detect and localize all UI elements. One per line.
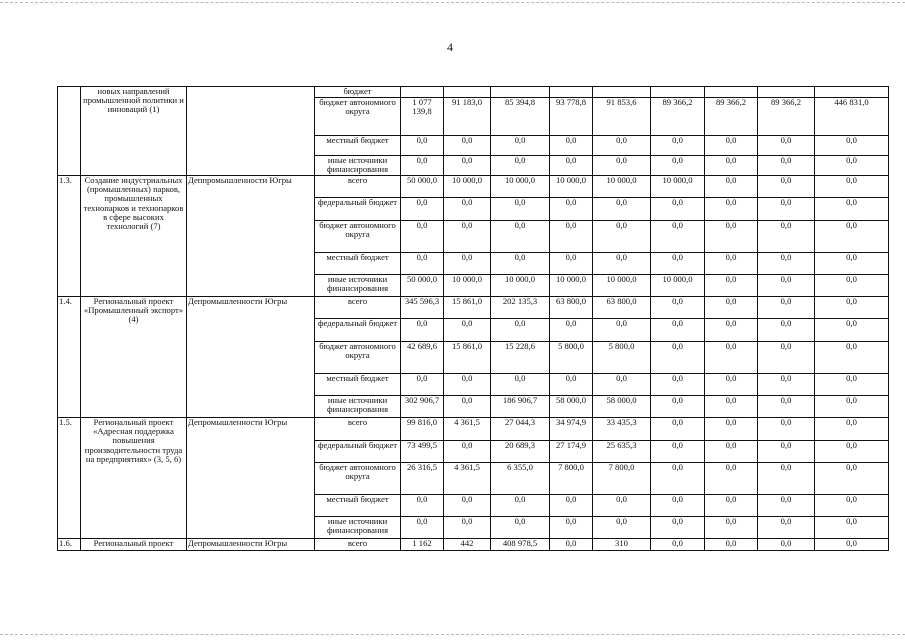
amount-cell: 0,0 (444, 396, 491, 418)
amount-cell: 25 635,3 (593, 441, 651, 463)
amount-cell: 0,0 (758, 374, 815, 396)
amount-cell: 0,0 (491, 319, 550, 342)
row-responsible (187, 87, 315, 176)
amount-cell: 0,0 (758, 156, 815, 176)
amount-cell: 0,0 (550, 136, 593, 156)
table-row (58, 539, 889, 551)
amount-cell: 0,0 (705, 441, 758, 463)
row-name: Региональный проект «Промышленный экспорт» (4) (81, 297, 187, 418)
funding-source: бюджет (315, 87, 401, 98)
amount-cell: 0,0 (444, 517, 491, 539)
scan-edge-bottom (0, 634, 905, 635)
amount-cell: 0,0 (815, 495, 889, 517)
amount-cell: 0,0 (651, 198, 705, 221)
amount-cell: 0,0 (651, 374, 705, 396)
amount-cell (550, 87, 593, 98)
amount-cell: 15 861,0 (444, 342, 491, 374)
amount-cell: 0,0 (815, 275, 889, 297)
amount-cell: 0,0 (815, 319, 889, 342)
row-number (58, 87, 81, 176)
amount-cell: 186 906,7 (491, 396, 550, 418)
amount-cell: 0,0 (651, 463, 705, 495)
amount-cell: 91 853,6 (593, 98, 651, 136)
amount-cell: 10 000,0 (491, 176, 550, 198)
amount-cell: 0,0 (705, 198, 758, 221)
amount-cell: 99 816,0 (401, 418, 444, 441)
amount-cell: 0,0 (593, 517, 651, 539)
funding-source: иные источники финансирования (315, 275, 401, 297)
amount-cell: 0,0 (651, 342, 705, 374)
amount-cell: 0,0 (444, 253, 491, 275)
amount-cell: 7 800,0 (593, 463, 651, 495)
amount-cell: 0,0 (705, 342, 758, 374)
funding-source: федеральный бюджет (315, 441, 401, 463)
amount-cell: 0,0 (705, 253, 758, 275)
table-row (58, 297, 889, 319)
amount-cell: 89 366,2 (651, 98, 705, 136)
amount-cell: 0,0 (593, 319, 651, 342)
amount-cell: 0,0 (444, 374, 491, 396)
amount-cell: 0,0 (758, 176, 815, 198)
amount-cell: 0,0 (593, 198, 651, 221)
funding-source: местный бюджет (315, 374, 401, 396)
amount-cell: 58 000,0 (593, 396, 651, 418)
funding-source: федеральный бюджет (315, 198, 401, 221)
funding-source: бюджет автономного округа (315, 463, 401, 495)
row-name: Региональный проект (81, 539, 187, 551)
amount-cell: 0,0 (651, 418, 705, 441)
funding-source: бюджет автономного округа (315, 98, 401, 136)
amount-cell: 0,0 (705, 539, 758, 551)
amount-cell: 0,0 (758, 418, 815, 441)
amount-cell: 0,0 (705, 418, 758, 441)
amount-cell: 0,0 (401, 156, 444, 176)
amount-cell (444, 87, 491, 98)
amount-cell: 0,0 (815, 441, 889, 463)
amount-cell: 0,0 (550, 517, 593, 539)
amount-cell: 0,0 (550, 198, 593, 221)
amount-cell: 0,0 (815, 342, 889, 374)
amount-cell: 0,0 (593, 221, 651, 253)
amount-cell: 0,0 (444, 198, 491, 221)
amount-cell: 0,0 (705, 156, 758, 176)
amount-cell: 5 800,0 (593, 342, 651, 374)
amount-cell: 0,0 (491, 136, 550, 156)
amount-cell: 10 000,0 (550, 176, 593, 198)
amount-cell: 73 499,5 (401, 441, 444, 463)
row-number: 1.6. (58, 539, 81, 551)
amount-cell: 15 228,6 (491, 342, 550, 374)
funding-source: бюджет автономного округа (315, 342, 401, 374)
amount-cell: 0,0 (815, 156, 889, 176)
amount-cell: 0,0 (758, 495, 815, 517)
amount-cell: 0,0 (705, 396, 758, 418)
amount-cell: 0,0 (815, 539, 889, 551)
amount-cell: 0,0 (651, 156, 705, 176)
amount-cell: 0,0 (491, 374, 550, 396)
funding-source: всего (315, 418, 401, 441)
amount-cell: 89 366,2 (758, 98, 815, 136)
amount-cell: 0,0 (401, 136, 444, 156)
amount-cell: 0,0 (401, 221, 444, 253)
amount-cell: 0,0 (815, 396, 889, 418)
amount-cell: 0,0 (758, 342, 815, 374)
amount-cell: 0,0 (815, 221, 889, 253)
row-name: новых направлений промышленной политики и инноваций (1) (81, 87, 187, 176)
table-row (58, 176, 889, 198)
amount-cell: 93 778,8 (550, 98, 593, 136)
amount-cell: 0,0 (651, 297, 705, 319)
funding-source: всего (315, 539, 401, 551)
funding-source: всего (315, 297, 401, 319)
amount-cell: 0,0 (705, 275, 758, 297)
amount-cell: 0,0 (815, 463, 889, 495)
amount-cell: 0,0 (651, 539, 705, 551)
amount-cell: 0,0 (491, 221, 550, 253)
row-number: 1.3. (58, 176, 81, 297)
amount-cell: 0,0 (815, 517, 889, 539)
amount-cell: 63 800,0 (593, 297, 651, 319)
amount-cell (491, 87, 550, 98)
amount-cell: 0,0 (705, 297, 758, 319)
amount-cell: 0,0 (651, 253, 705, 275)
amount-cell: 0,0 (401, 253, 444, 275)
row-name: Региональный проект «Адресная поддержка повышения производительности труда на предприятиях» (3, 5, 6) (81, 418, 187, 539)
amount-cell: 0,0 (651, 319, 705, 342)
amount-cell: 91 183,0 (444, 98, 491, 136)
amount-cell: 7 800,0 (550, 463, 593, 495)
amount-cell: 0,0 (550, 253, 593, 275)
amount-cell: 0,0 (705, 463, 758, 495)
amount-cell: 0,0 (651, 136, 705, 156)
amount-cell: 50 000,0 (401, 275, 444, 297)
amount-cell: 0,0 (651, 495, 705, 517)
amount-cell (815, 87, 889, 98)
amount-cell: 0,0 (705, 374, 758, 396)
amount-cell (401, 87, 444, 98)
row-responsible: Депромышленности Югры (187, 539, 315, 551)
amount-cell: 4 361,5 (444, 418, 491, 441)
amount-cell: 10 000,0 (651, 275, 705, 297)
funding-source: бюджет автономного округа (315, 221, 401, 253)
amount-cell: 0,0 (593, 253, 651, 275)
amount-cell: 0,0 (444, 136, 491, 156)
amount-cell: 0,0 (651, 441, 705, 463)
funding-source: иные источники финансирования (315, 156, 401, 176)
amount-cell: 0,0 (705, 176, 758, 198)
amount-cell: 0,0 (758, 221, 815, 253)
amount-cell: 0,0 (758, 275, 815, 297)
amount-cell: 446 831,0 (815, 98, 889, 136)
amount-cell: 5 800,0 (550, 342, 593, 374)
amount-cell: 302 906,7 (401, 396, 444, 418)
amount-cell: 0,0 (758, 463, 815, 495)
amount-cell: 15 861,0 (444, 297, 491, 319)
amount-cell: 0,0 (550, 156, 593, 176)
amount-cell: 0,0 (593, 495, 651, 517)
page-number: 4 (447, 40, 453, 54)
amount-cell (651, 87, 705, 98)
amount-cell: 0,0 (401, 319, 444, 342)
amount-cell: 0,0 (758, 297, 815, 319)
amount-cell: 0,0 (491, 198, 550, 221)
amount-cell: 10 000,0 (651, 176, 705, 198)
row-number: 1.4. (58, 297, 81, 418)
amount-cell: 0,0 (550, 221, 593, 253)
amount-cell: 0,0 (758, 136, 815, 156)
amount-cell: 0,0 (705, 221, 758, 253)
amount-cell: 0,0 (815, 198, 889, 221)
amount-cell: 0,0 (491, 156, 550, 176)
amount-cell: 50 000,0 (401, 176, 444, 198)
amount-cell: 33 435,3 (593, 418, 651, 441)
amount-cell: 345 596,3 (401, 297, 444, 319)
amount-cell: 0,0 (815, 418, 889, 441)
amount-cell: 6 355,0 (491, 463, 550, 495)
amount-cell: 0,0 (491, 517, 550, 539)
amount-cell: 0,0 (444, 319, 491, 342)
amount-cell: 10 000,0 (593, 176, 651, 198)
amount-cell: 0,0 (758, 396, 815, 418)
amount-cell: 1 162 (401, 539, 444, 551)
amount-cell: 0,0 (705, 517, 758, 539)
amount-cell: 10 000,0 (444, 176, 491, 198)
funding-source: местный бюджет (315, 495, 401, 517)
amount-cell: 0,0 (758, 539, 815, 551)
amount-cell: 0,0 (651, 221, 705, 253)
amount-cell: 42 689,6 (401, 342, 444, 374)
amount-cell: 0,0 (815, 297, 889, 319)
funding-source: иные источники финансирования (315, 396, 401, 418)
amount-cell: 0,0 (815, 136, 889, 156)
amount-cell: 10 000,0 (550, 275, 593, 297)
amount-cell: 0,0 (550, 539, 593, 551)
funding-source: местный бюджет (315, 136, 401, 156)
amount-cell: 0,0 (401, 517, 444, 539)
amount-cell: 89 366,2 (705, 98, 758, 136)
amount-cell: 0,0 (444, 156, 491, 176)
amount-cell: 27 044,3 (491, 418, 550, 441)
financing-table (57, 86, 889, 551)
amount-cell: 4 361,5 (444, 463, 491, 495)
table-body (58, 87, 889, 551)
funding-source: всего (315, 176, 401, 198)
amount-cell: 0,0 (550, 374, 593, 396)
amount-cell: 34 974,9 (550, 418, 593, 441)
amount-cell: 0,0 (444, 441, 491, 463)
amount-cell: 27 174,9 (550, 441, 593, 463)
amount-cell: 85 394,8 (491, 98, 550, 136)
amount-cell: 0,0 (651, 396, 705, 418)
amount-cell: 0,0 (758, 517, 815, 539)
amount-cell: 0,0 (815, 176, 889, 198)
amount-cell: 0,0 (401, 374, 444, 396)
table-row (58, 87, 889, 98)
amount-cell: 0,0 (758, 253, 815, 275)
amount-cell: 0,0 (550, 495, 593, 517)
amount-cell (758, 87, 815, 98)
amount-cell: 20 689,3 (491, 441, 550, 463)
amount-cell: 0,0 (550, 319, 593, 342)
amount-cell: 63 800,0 (550, 297, 593, 319)
amount-cell: 0,0 (815, 253, 889, 275)
amount-cell: 442 (444, 539, 491, 551)
amount-cell: 0,0 (593, 156, 651, 176)
amount-cell: 0,0 (593, 374, 651, 396)
funding-source: иные источники финансирования (315, 517, 401, 539)
row-name: Создание индустриальных (промышленных) парков, промышленных технопарков и технопарков в сфере высоких технологий (7) (81, 176, 187, 297)
funding-source: федеральный бюджет (315, 319, 401, 342)
amount-cell: 0,0 (491, 253, 550, 275)
amount-cell: 0,0 (758, 198, 815, 221)
amount-cell: 10 000,0 (491, 275, 550, 297)
amount-cell: 0,0 (444, 495, 491, 517)
funding-source: местный бюджет (315, 253, 401, 275)
amount-cell: 0,0 (705, 319, 758, 342)
amount-cell (593, 87, 651, 98)
amount-cell: 1 077 139,8 (401, 98, 444, 136)
row-number: 1.5. (58, 418, 81, 539)
amount-cell: 26 316,5 (401, 463, 444, 495)
amount-cell: 408 978,5 (491, 539, 550, 551)
amount-cell: 0,0 (705, 136, 758, 156)
amount-cell: 310 (593, 539, 651, 551)
amount-cell: 0,0 (815, 374, 889, 396)
amount-cell: 0,0 (758, 319, 815, 342)
amount-cell: 10 000,0 (593, 275, 651, 297)
row-responsible: Деппромышленности Югры (187, 176, 315, 297)
table-row (58, 418, 889, 441)
amount-cell (705, 87, 758, 98)
amount-cell: 0,0 (491, 495, 550, 517)
amount-cell: 0,0 (758, 441, 815, 463)
amount-cell: 58 000,0 (550, 396, 593, 418)
amount-cell: 202 135,3 (491, 297, 550, 319)
amount-cell: 0,0 (705, 495, 758, 517)
amount-cell: 0,0 (401, 198, 444, 221)
amount-cell: 0,0 (444, 221, 491, 253)
row-responsible: Депромышленности Югры (187, 418, 315, 539)
amount-cell: 0,0 (593, 136, 651, 156)
amount-cell: 0,0 (401, 495, 444, 517)
amount-cell: 0,0 (651, 517, 705, 539)
scan-edge-top (0, 2, 905, 3)
row-responsible: Депромышленности Югры (187, 297, 315, 418)
amount-cell: 10 000,0 (444, 275, 491, 297)
